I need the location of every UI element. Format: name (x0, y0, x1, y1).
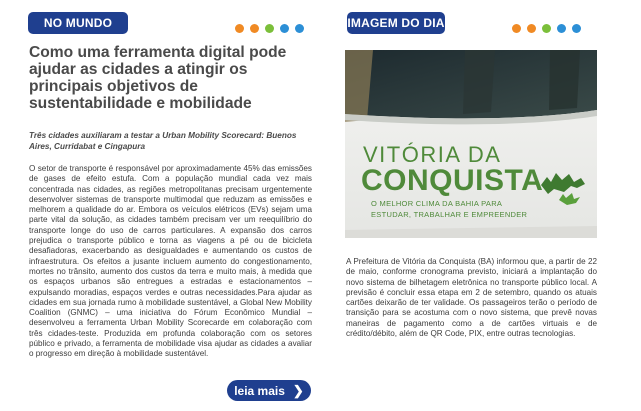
read-more-label: leia mais (234, 383, 285, 398)
article-headline[interactable]: Como uma ferramenta digital pode ajudar as cidades a atingir os principais objetivos de sustentabilidade e mobilidade (29, 44, 287, 112)
dot-icon (280, 24, 289, 33)
image-caption-body: A Prefeitura de Vitória da Conquista (BA) informou que, a partir de 22 de maio, conforme cronograma previsto, iniciará a implantação do novo sistema de bilhetagem eletrônica no transporte público local. A previsão é concluir essa etapa em 2 de setembro, quando os atuais cartões deixarão de ter validade. Os passageiros terão o período de transição para se acostuma com o novo sistema, que prevê novas maneiras de pagamento como a de cartões virtuais e de crédito/débito, além de QR Code, PIX, entre outras tecnologias. (346, 257, 597, 339)
dot-icon (512, 24, 521, 33)
dot-icon (527, 24, 536, 33)
dot-icon (250, 24, 259, 33)
photo-text-line1: VITÓRIA DA (363, 142, 502, 167)
chevron-right-icon: ❯ (292, 383, 304, 398)
dot-icon (542, 24, 551, 33)
bus-photo-graphic (345, 50, 597, 250)
read-more-button[interactable] (227, 380, 311, 401)
article-body: O setor de transporte é responsável por aproximadamente 45% das emissões de gases de efeito estufa. Com a população mundial cada vez mais concentrada nas cidades, as regiões metropolitanas precisam urgentemente desenvolver sistemas de transporte multimodal que reduzam as emissões e melhorem a qualidade do ar. Embora os veículos elétricos (EVs) sejam uma parte vital da solução, as cidades também precisam ver um reequilíbrio do transporte longe do uso de carros particulares. A expansão dos carros prejudica o transporte público e torna as viagens a pé ou de bicicleta desafiadoras, exacerbando as desigualdades e aumentando os custos de infraestrutura. Os efeitos a jusante incluem aumento do congestionamento, mortes no trânsito, aumento dos custos da terra e muito mais, à medida que os espaços urbanos são entregues a estradas e estacionamentos – expulsando moradias, espaços verdes e outras necessidades.Para ajudar as cidades em sua jornada rumo à mobilidade sustentável, a Global New Mobility Coalition (GNMC) – uma iniciativa do Fórum Econômico Mundial – desenvolveu a ferramenta Urban Mobility Scorecarde em colaboração com três cidades-teste. Produzida em profunda colaboração com os setores público e privado, a ferramenta de mobilidade visa ajudar as cidades a avaliar o progresso em direção à mobilidade sustentável. (29, 164, 312, 359)
dot-icon (265, 24, 274, 33)
dot-icon (295, 24, 304, 33)
decorative-dots-left (235, 24, 304, 33)
dot-icon (235, 24, 244, 33)
decorative-dots-right (512, 24, 581, 33)
photo-text-line4: ESTUDAR, TRABALHAR E EMPREENDER (371, 210, 528, 219)
bus-photo (345, 50, 597, 250)
photo-text-line2: CONQUISTA (361, 164, 544, 197)
section-label-no-mundo: NO MUNDO (28, 12, 128, 34)
dot-icon (572, 24, 581, 33)
dot-icon (557, 24, 566, 33)
photo-text-line3: O MELHOR CLIMA DA BAHIA PARA (371, 199, 503, 208)
section-label-imagem-do-dia: IMAGEM DO DIA (347, 12, 445, 34)
article-subheadline: Três cidades auxiliaram a testar a Urban Mobility Scorecard: Buenos Aires, Curridabat e Cingapura (29, 131, 297, 151)
